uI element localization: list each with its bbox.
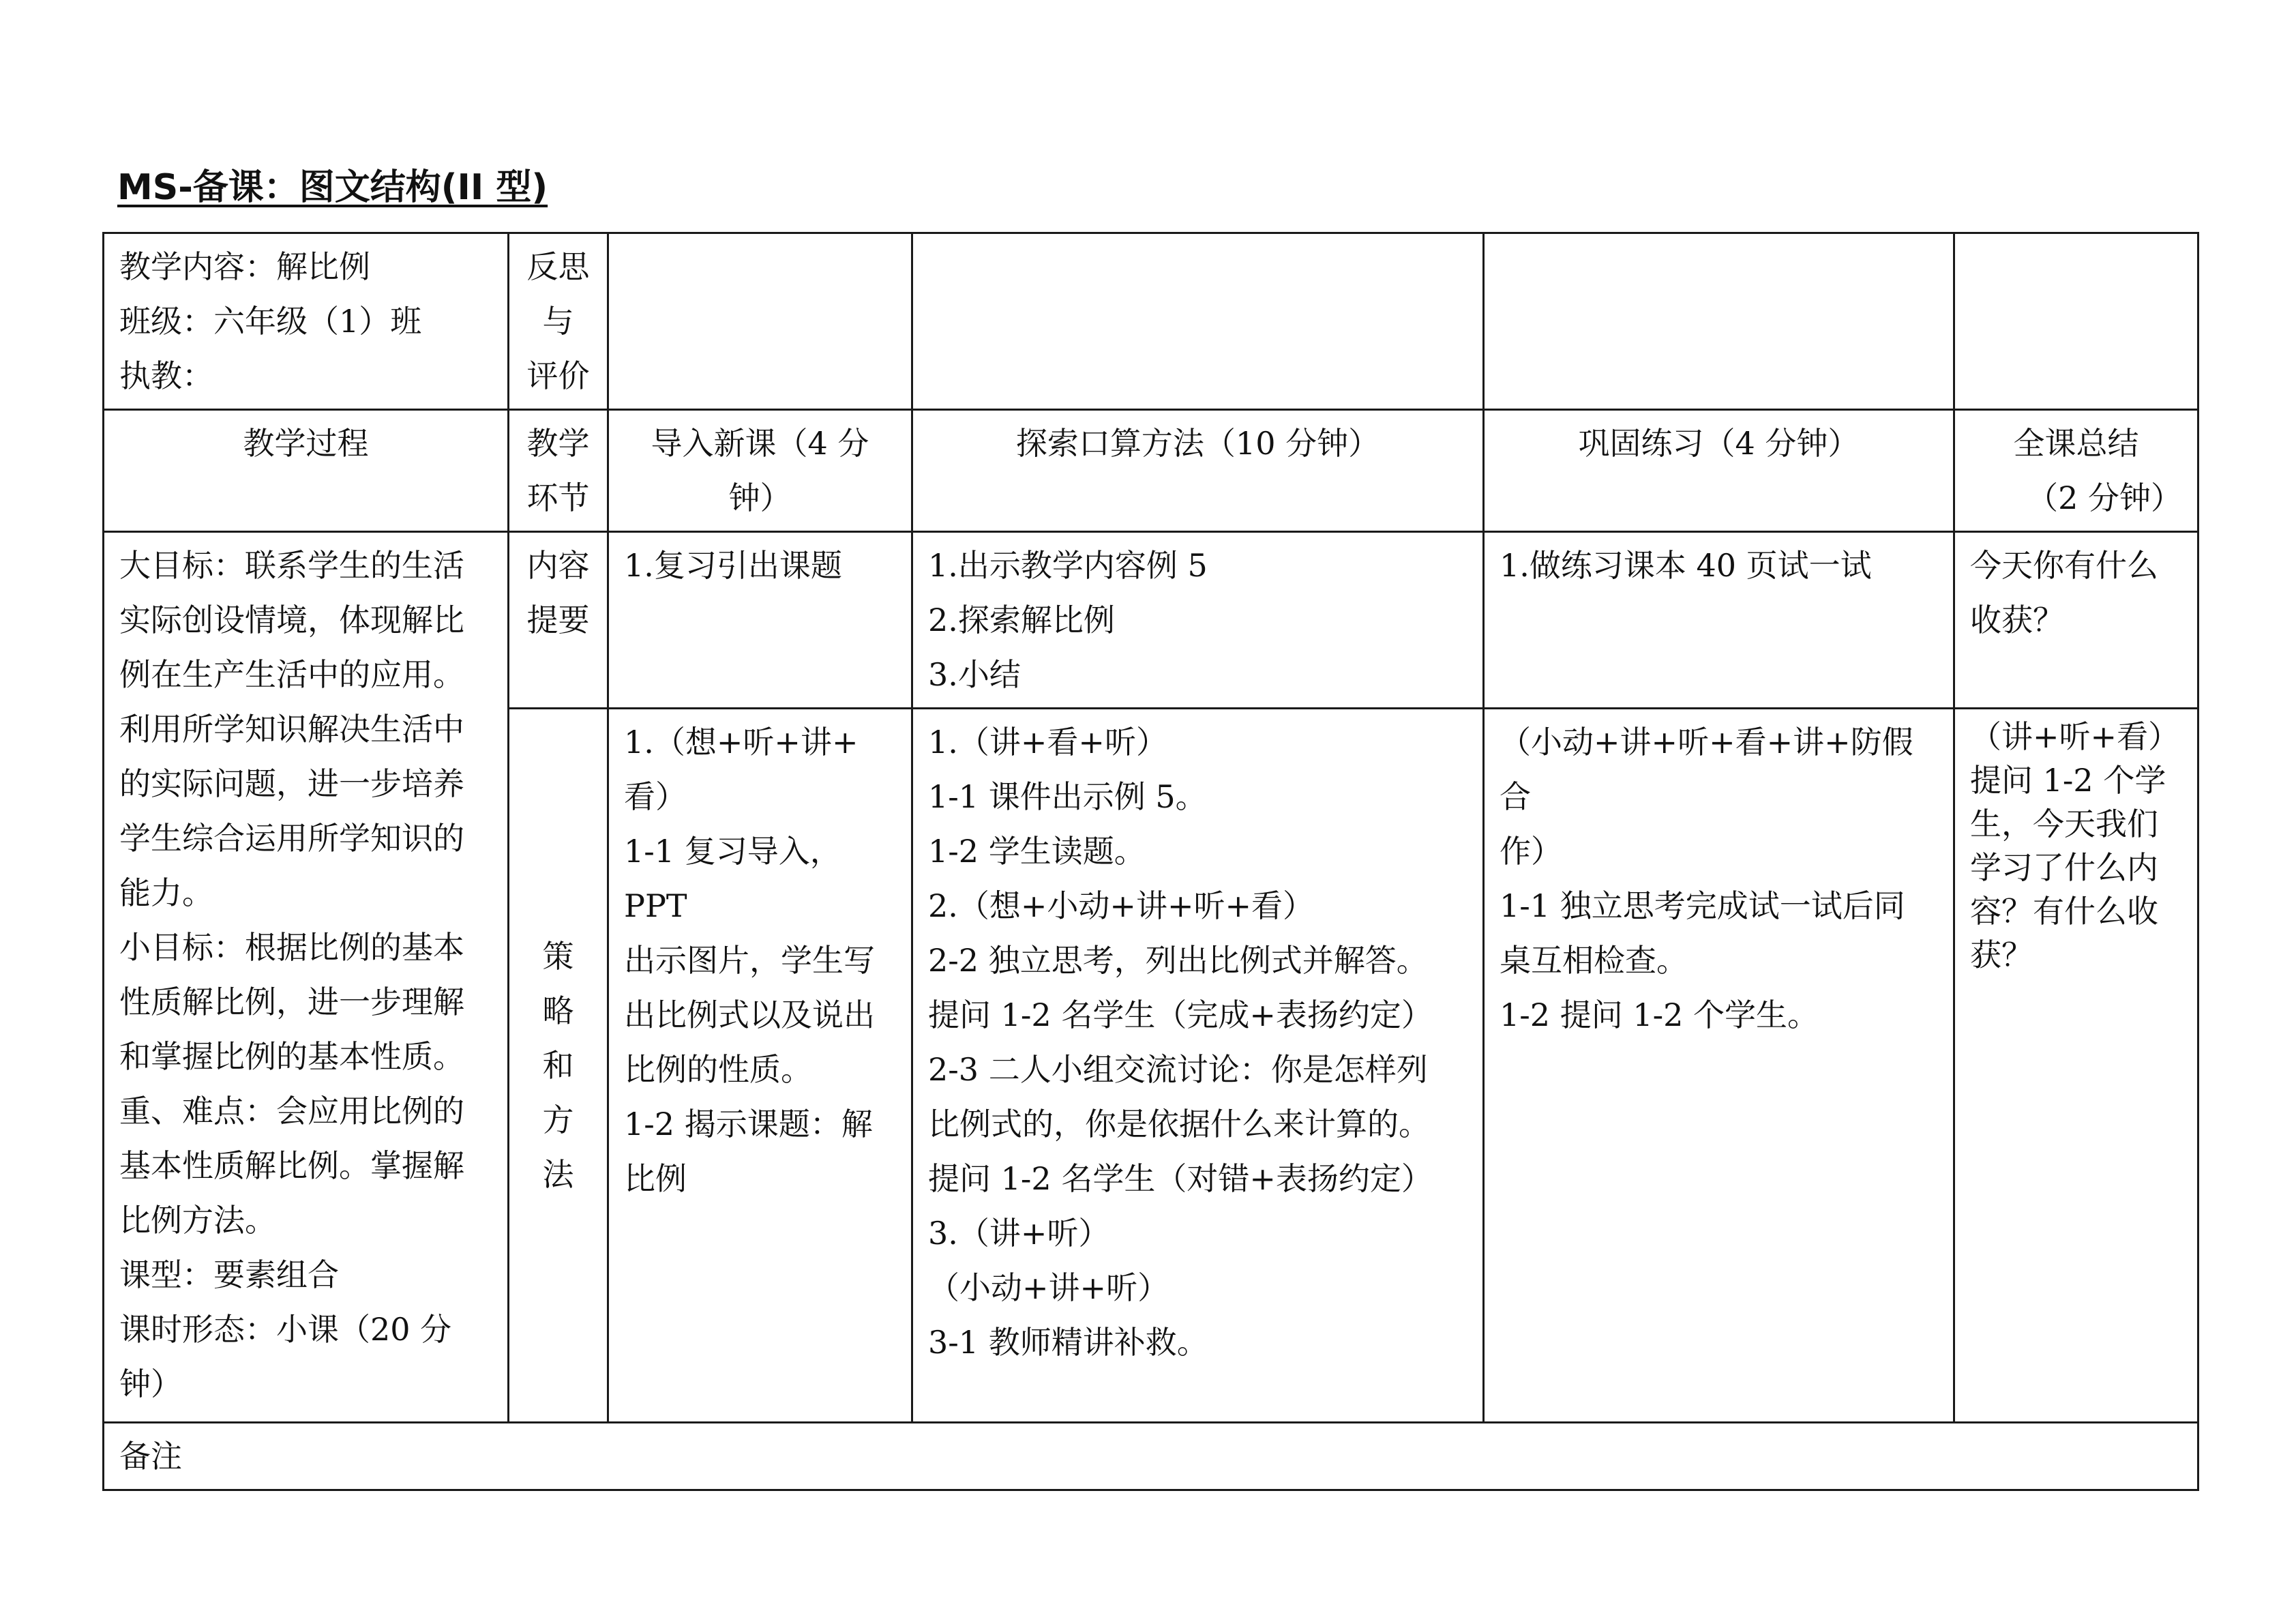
process-label: 教学过程 [243,425,369,462]
strategy-line: 1.（想+听+讲+ [624,724,859,761]
reflection-label-line: 与 [542,303,574,340]
strategy-line: 出示图片，学生写 [624,942,875,979]
goals-line: 利用所学知识解决生活中 [119,711,464,748]
strategy-line: （小动+讲+听+看+讲+防假合 [1500,724,1913,815]
page-title: MS-备课：图文结构(II 型) [117,167,548,208]
content-label-cell [509,532,608,709]
stage-header-line: 钟） [728,479,792,516]
remarks-cell [104,1423,2198,1490]
stage-header-line: 探索口算方法（10 分钟） [1015,425,1380,462]
stage-header-line: 导入新课（4 分 [651,425,869,462]
strategy-label-line: 方 [542,1102,574,1138]
strategy-line: 2.（想+小动+讲+听+看） [928,887,1315,924]
strategy-line: 2-3 二人小组交流讨论：你是怎样列 [928,1051,1428,1088]
goals-line: 学生综合运用所学知识的 [119,820,464,857]
content-line: 1.做练习课本 40 页试一试 [1500,547,1872,584]
reflection-cell-4 [1954,233,2198,410]
goals-line: 的实际问题，进一步培养 [119,765,464,802]
content-line: 1.出示教学内容例 5 [928,547,1208,584]
strategy-line: 1-2 提问 1-2 个学生。 [1500,996,1819,1033]
strategy-line: 生，今天我们 [1970,806,2158,842]
reflection-cell-1 [608,233,912,410]
strategy-label-line: 和 [542,1047,574,1084]
content-cell-practice [1484,532,1954,709]
strategy-line: 看） [624,778,687,815]
stage-label-line: 环节 [526,479,590,516]
strategy-line: 提问 1-2 名学生（完成+表扬约定） [928,996,1433,1033]
strategy-line: 比例式的，你是依据什么来计算的。 [928,1106,1430,1142]
stage-header-practice [1484,410,1954,532]
strategy-line: 1-1 独立思考完成试一试后同 [1500,887,1905,924]
strategy-line: 作） [1500,833,1562,870]
stage-label-line: 教学 [526,425,590,462]
strategy-line: 1-1 课件出示例 5。 [928,778,1207,815]
stage-header-intro [608,410,912,532]
remarks-label: 备注 [119,1438,182,1475]
strategy-line: 1.（讲+看+听） [928,724,1167,761]
strategy-cell-summary [1954,709,2198,1423]
content-line: 收获？ [1970,602,2064,638]
lesson-info-line: 班级：六年级（1）班 [119,303,422,340]
lesson-info-line: 执教： [119,357,213,394]
strategy-line: 容？有什么收 [1970,893,2158,930]
content-line: 2.探索解比例 [928,602,1115,638]
goals-line: 钟） [119,1365,182,1402]
goals-line: 课型：要素组合 [119,1256,339,1293]
strategy-line: 桌互相检查。 [1500,942,1688,979]
strategy-line: 1-2 揭示课题：解 [624,1106,873,1142]
strategy-label-line: 略 [542,992,574,1029]
strategy-line: （小动+讲+听） [928,1269,1169,1306]
content-label-line: 提要 [526,602,590,638]
lesson-plan-table [102,232,2199,1491]
goals-line: 基本性质解比例。掌握解 [119,1147,464,1184]
strategy-line: 比例的性质。 [624,1051,812,1088]
strategy-line: 1-1 复习导入，PPT [624,833,841,924]
goals-line: 能力。 [119,874,213,911]
stage-header-explore [912,410,1484,532]
stage-label-cell [509,410,608,532]
content-line: 3.小结 [928,656,1021,693]
header-row [104,233,2198,410]
strategy-line: 3.（讲+听） [928,1215,1110,1252]
content-row [104,532,2198,709]
goals-line: 比例方法。 [119,1202,276,1239]
goals-cell [104,532,509,1423]
strategy-line: 3-1 教师精讲补救。 [928,1324,1208,1361]
content-line: 1.复习引出课题 [624,547,842,584]
goals-line: 重、难点：会应用比例的 [119,1093,464,1130]
content-cell-intro [608,532,912,709]
strategy-cell-practice [1484,709,1954,1423]
strategy-line: 学习了什么内 [1970,849,2158,886]
strategy-line: 出比例式以及说出 [624,996,875,1033]
goals-line: 大目标：联系学生的生活 [119,547,464,584]
process-header-row [104,410,2198,532]
strategy-line: 获？ [1970,936,2033,973]
strategy-line: 提问 1-2 名学生（对错+表扬约定） [928,1160,1433,1197]
strategy-label-line: 策 [542,938,574,975]
goals-line: 和掌握比例的基本性质。 [119,1038,464,1075]
strategy-line: 比例 [624,1160,687,1197]
goals-line: 课时形态：小课（20 分 [119,1311,452,1348]
stage-header-summary [1954,410,2198,532]
strategy-label-line: 法 [542,1156,574,1193]
content-line: 今天你有什么 [1970,547,2158,584]
strategy-cell-intro [608,709,912,1423]
reflection-cell-2 [912,233,1484,410]
content-cell-explore [912,532,1484,709]
process-label-cell [104,410,509,532]
goals-line: 例在生产生活中的应用。 [119,656,464,693]
strategy-line: 1-2 学生读题。 [928,833,1146,870]
goals-line: 实际创设情境，体现解比 [119,602,464,638]
stage-header-line: （2 分钟） [2027,479,2182,516]
reflection-label-line: 反思 [526,248,590,285]
reflection-cell-3 [1484,233,1954,410]
strategy-cell-explore [912,709,1484,1423]
lesson-info-line: 教学内容：解比例 [119,248,370,285]
remarks-row [104,1423,2198,1490]
goals-line: 小目标：根据比例的基本 [119,929,464,966]
stage-header-line: 全课总结 [2013,425,2139,462]
content-label-line: 内容 [526,547,590,584]
reflection-label-cell [509,233,608,410]
lesson-info-cell [104,233,509,410]
strategy-label-cell [509,709,608,1423]
strategy-line: 提问 1-2 个学 [1970,762,2166,799]
strategy-line: （讲+听+看） [1970,718,2180,755]
reflection-label-line: 评价 [526,357,590,394]
content-cell-summary [1954,532,2198,709]
strategy-line: 2-2 独立思考，列出比例式并解答。 [928,942,1428,979]
stage-header-line: 巩固练习（4 分钟） [1578,425,1860,462]
goals-line: 性质解比例，进一步理解 [119,984,464,1020]
